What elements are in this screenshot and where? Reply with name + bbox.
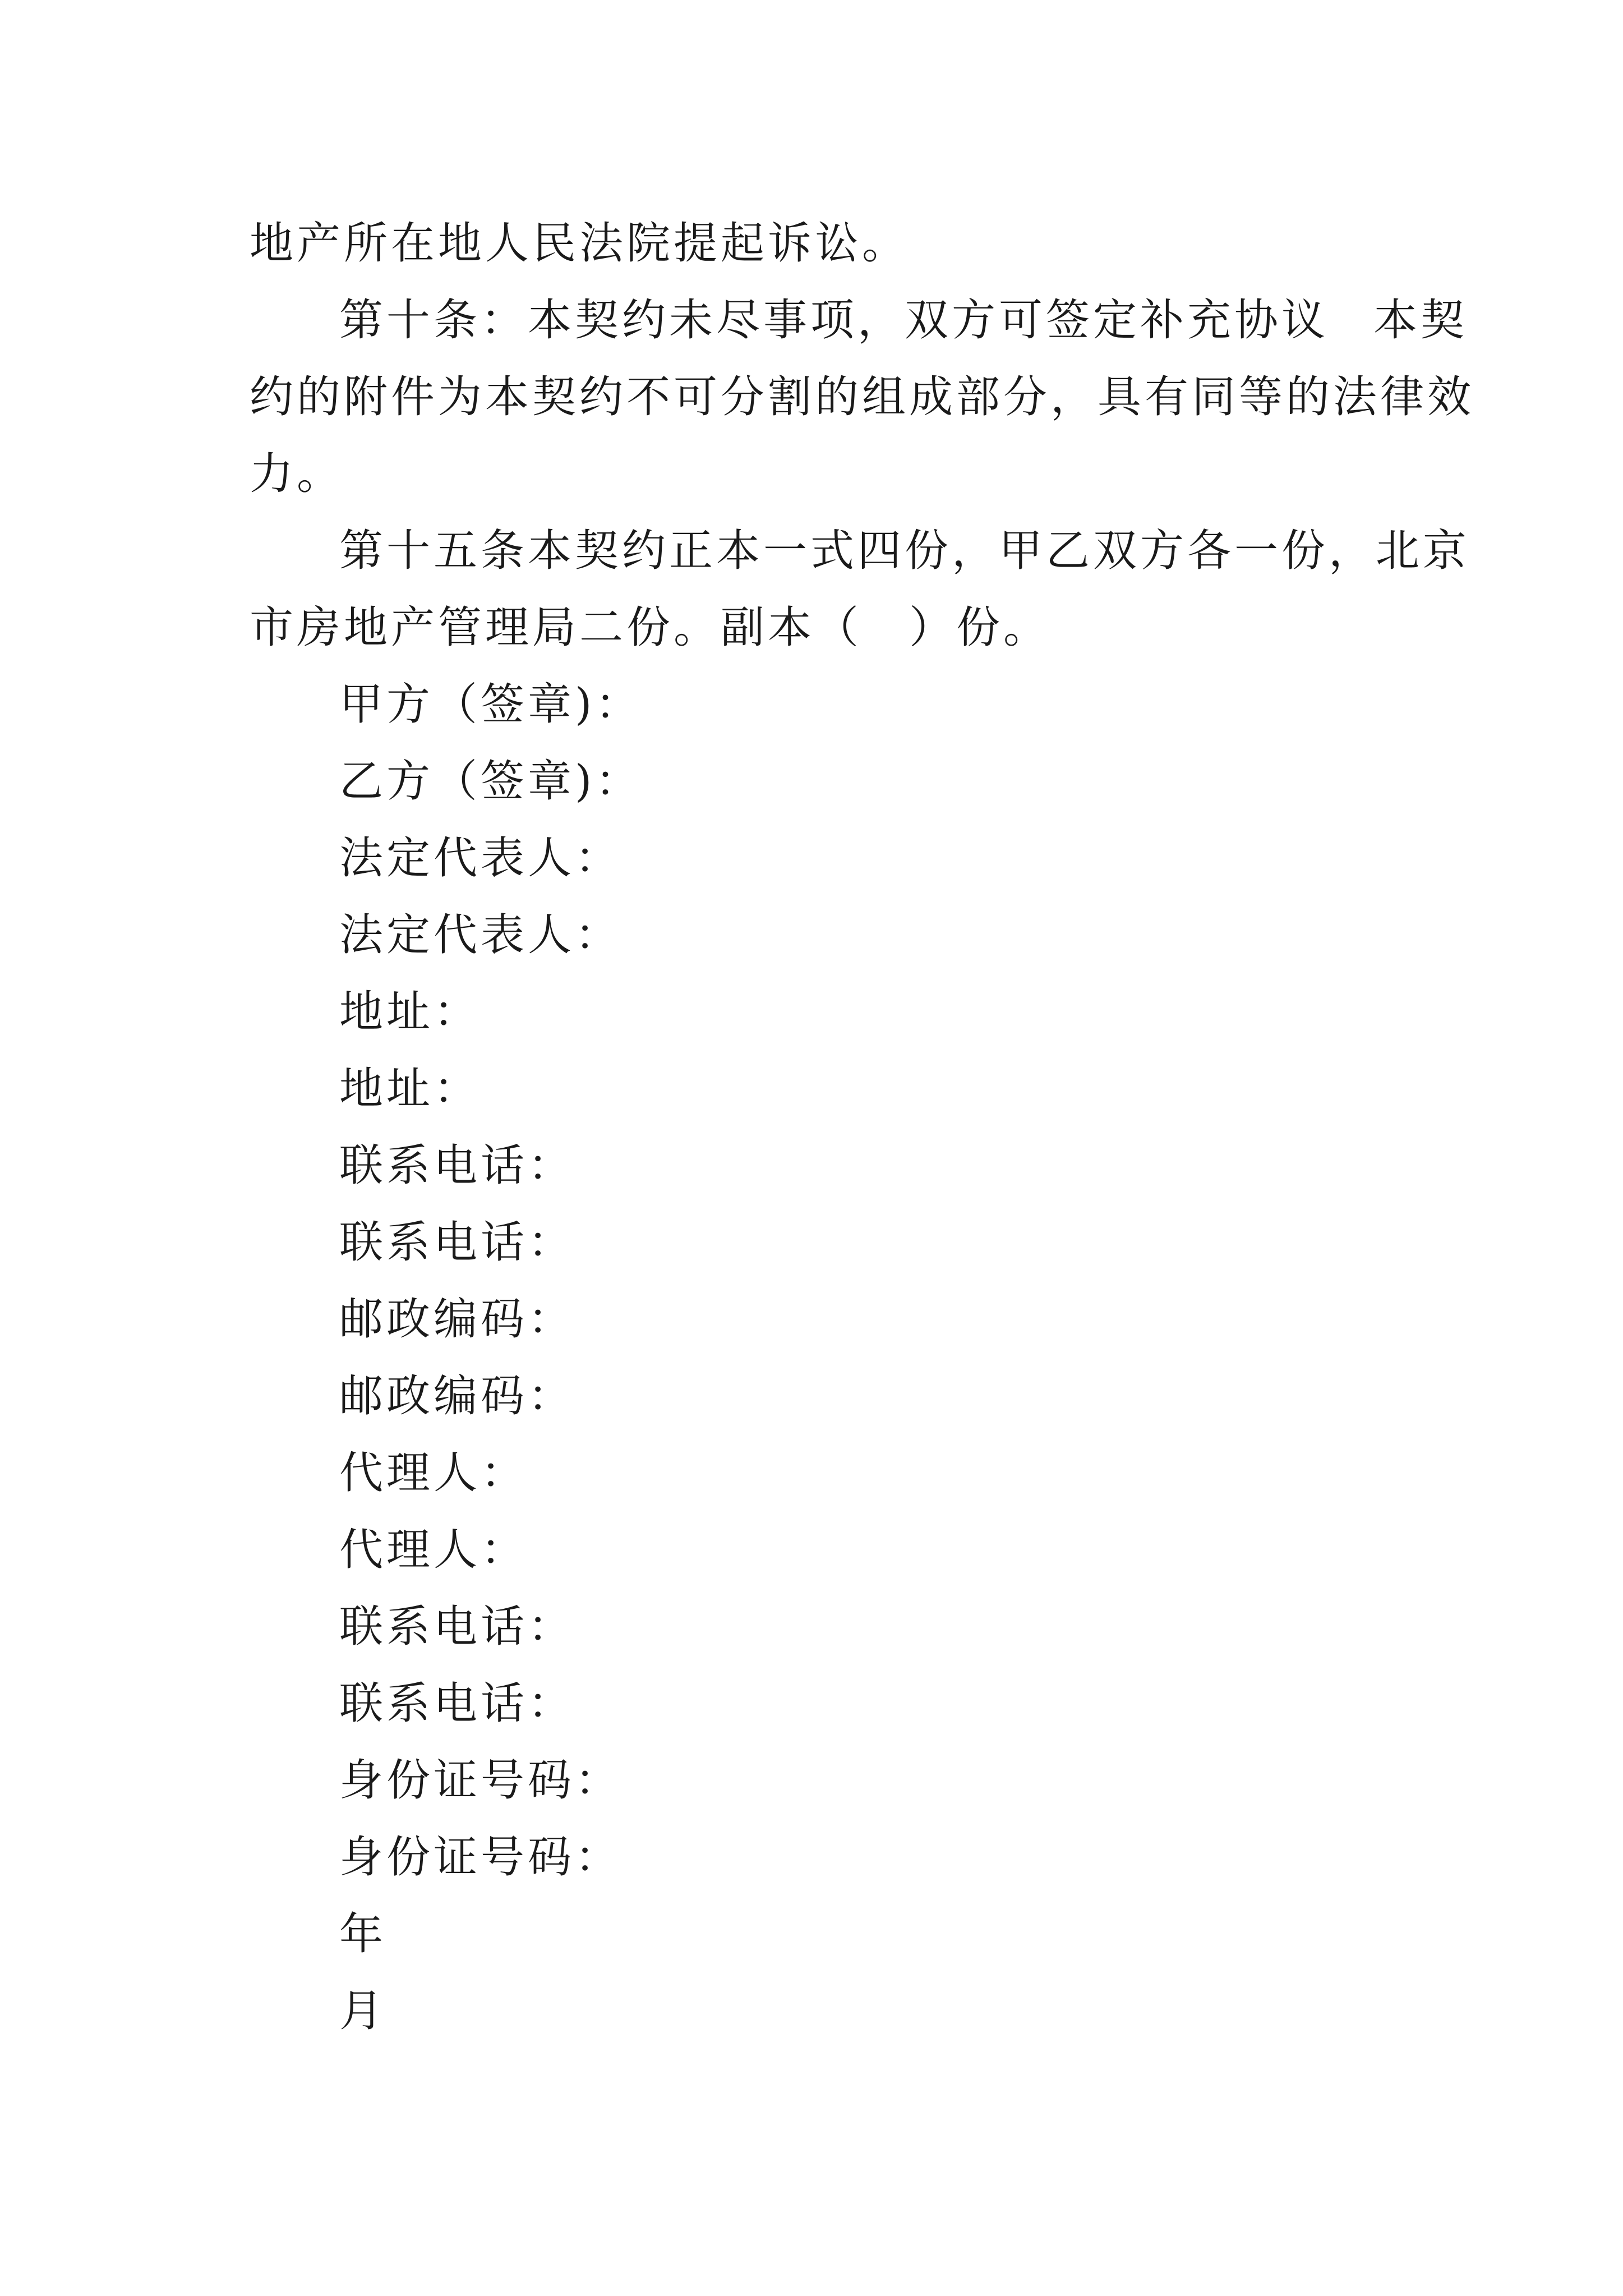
clause-10-line-3: 力。 <box>250 449 344 499</box>
clause-10-line-2: 约的附件为本契约不可分割的组成部分，具有同等的法律效 <box>250 372 1475 422</box>
date-month-label: 月 <box>339 1986 387 2036</box>
party-b-agent-label: 代理人： <box>339 1525 528 1575</box>
party-b-address-label: 地址： <box>339 1064 481 1114</box>
clause-10 <box>250 282 1475 513</box>
document-body <box>250 205 1475 2050</box>
clause-15-line-2: 市房地产管理局二份。副本（ ）份。 <box>250 602 1051 653</box>
party-b-agent-phone-label: 联系电话： <box>339 1678 575 1729</box>
party-a-agent-phone-label: 联系电话： <box>339 1602 575 1652</box>
clause-15 <box>250 513 1470 666</box>
clause-15-line-1: 第十五条本契约正本一式四份，甲乙双方各一份，北京 <box>339 526 1470 576</box>
party-b-phone-label: 联系电话： <box>339 1217 575 1268</box>
party-a-phone-label: 联系电话： <box>339 1140 575 1191</box>
signature-block <box>250 666 1382 2050</box>
clause-10-line-1-b: 本契 <box>1373 295 1468 346</box>
clause-10-line-1-a: 第十条：本契约未尽事项，双方可签定补充协议 <box>339 295 1329 346</box>
clause-10-line-1 <box>250 282 1468 359</box>
party-a-postcode-label: 邮政编码： <box>339 1294 575 1345</box>
date-year-label: 年 <box>339 1909 387 1959</box>
party-b-postcode-label: 邮政编码： <box>339 1371 575 1421</box>
party-a-address-label: 地址： <box>339 987 481 1037</box>
party-a-id-number-label: 身份证号码： <box>339 1755 623 1806</box>
party-b-id-number-label: 身份证号码： <box>339 1832 623 1883</box>
party-b-legal-rep-label: 法定代表人： <box>339 910 623 960</box>
party-a-legal-rep-label: 法定代表人： <box>339 833 623 884</box>
paragraph-continuation: 地产所在地人民法院提起诉讼。 <box>250 218 910 269</box>
party-a-seal-label: 甲方（签章)： <box>339 679 643 730</box>
party-b-seal-label: 乙方（签章)： <box>339 756 643 807</box>
party-a-agent-label: 代理人： <box>339 1448 528 1498</box>
